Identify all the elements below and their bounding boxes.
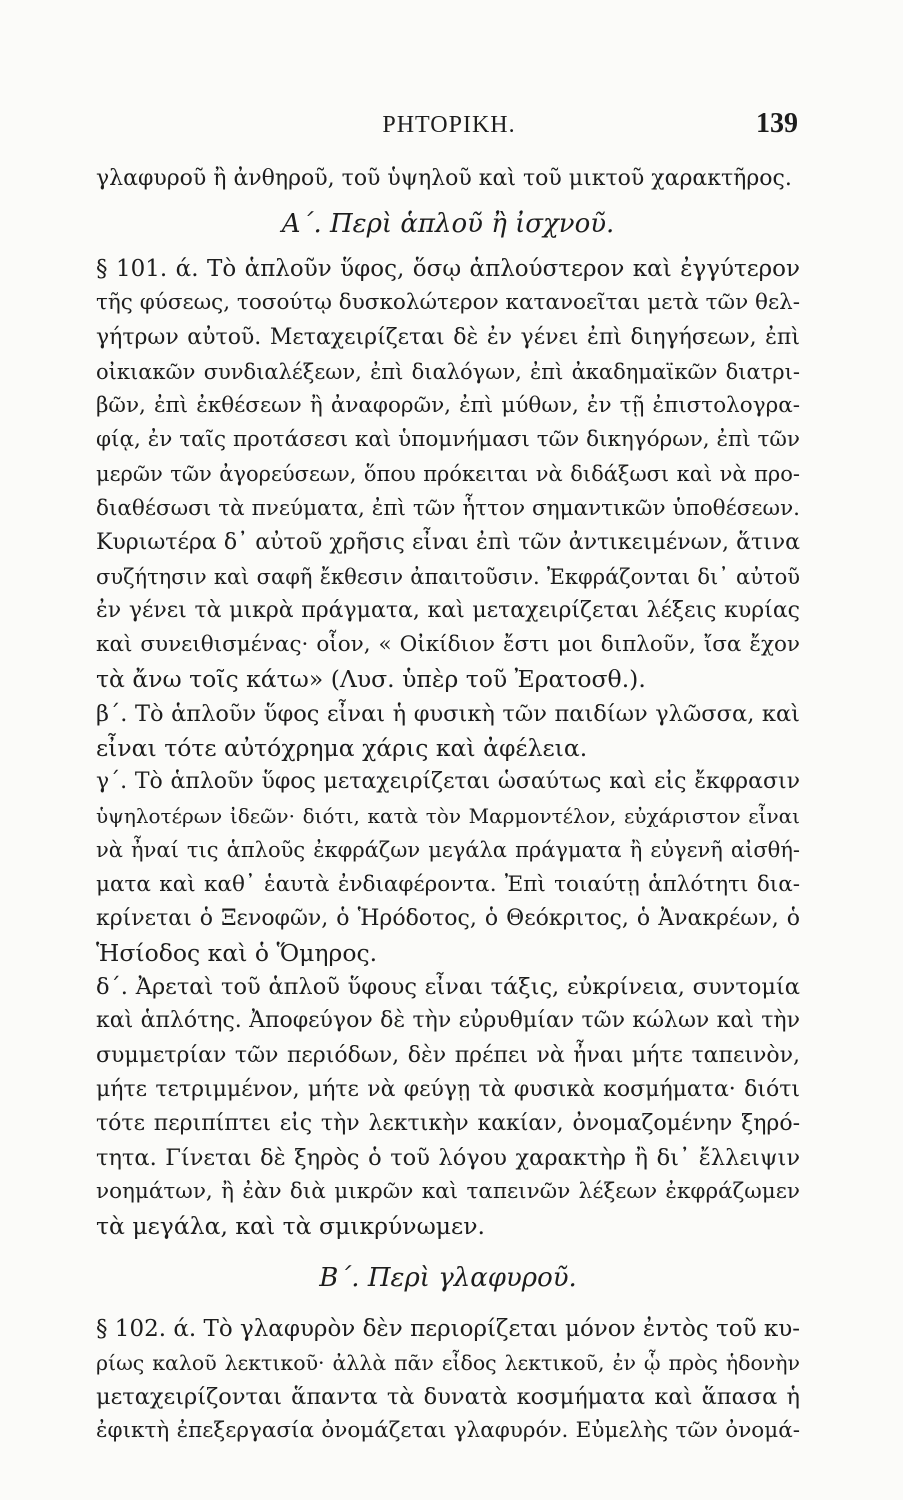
- text-line: μερῶν τῶν ἀγορεύσεων, ὅπου πρόκειται νὰ διδάξωσι καὶ νὰ προ-: [96, 462, 800, 487]
- text-line: καὶ ἁπλότης. Ἀποφεύγον δὲ τὴν εὐρυθμίαν τῶν κώλων καὶ τὴν: [96, 1008, 800, 1034]
- text-line: § 101. ά. Τὸ ἁπλοῦν ὕφος, ὅσῳ ἁπλούστερον καὶ ἐγγύτερον: [96, 256, 800, 283]
- text-line: τὰ ἄνω τοῖς κάτω» (Λυσ. ὑπὲρ τοῦ Ἐρατοσθ.).: [96, 665, 646, 694]
- text-block-section-b: [96, 1312, 800, 1449]
- text-line: μεταχειρίζονται ἅπαντα τὰ δυνατὰ κοσμήματα καὶ ἅπασα ἡ: [96, 1384, 800, 1410]
- text-line: φίᾳ, ἐν ταῖς προτάσεσι καὶ ὑπομνήμασι τῶν δικηγόρων, ἐπὶ τῶν: [96, 427, 800, 453]
- text-line: § 102. ά. Τὸ γλαφυρὸν δὲν περιορίζεται μόνον ἐντὸς τοῦ κυ-: [96, 1315, 800, 1342]
- text-line: τότε περιπίπτει εἰς τὴν λεκτικὴν κακίαν, ὀνομαζομένην ξηρό-: [96, 1110, 800, 1136]
- text-line: δ΄. Ἀρεταὶ τοῦ ἁπλοῦ ὕφους εἶναι τάξις, εὐκρίνεια, συντομία: [96, 974, 800, 1001]
- text-line: γήτρων αὐτοῦ. Μεταχειρίζεται δὲ ἐν γένει ἐπὶ διηγήσεων, ἐπὶ: [96, 324, 800, 350]
- text-line: οἰκιακῶν συνδιαλέξεων, ἐπὶ διαλόγων, ἐπὶ ἀκαδημαϊκῶν διατρι-: [96, 359, 800, 384]
- text-line: τῆς φύσεως, τοσούτῳ δυσκολώτερον κατανοεῖται μετὰ τῶν θελ-: [96, 290, 800, 316]
- text-line: ὑψηλοτέρων ἰδεῶν· διότι, κατὰ τὸν Μαρμοντέλον, εὐχάριστον εἶναι: [96, 804, 800, 829]
- page-header: [100, 108, 798, 148]
- text-line: β΄. Τὸ ἁπλοῦν ὕφος εἶναι ἡ φυσικὴ τῶν παιδίων γλῶσσα, καὶ: [96, 700, 800, 727]
- text-line: εἶναι τότε αὐτόχρημα χάρις καὶ ἀφέλεια.: [96, 733, 588, 762]
- text-line: συμμετρίαν τῶν περιόδων, δὲν πρέπει νὰ ἦναι μήτε ταπεινὸν,: [96, 1042, 800, 1068]
- text-line: νοημάτων, ἢ ἐὰν διὰ μικρῶν καὶ ταπεινῶν λέξεων ἐκφράζωμεν: [96, 1179, 800, 1205]
- text-line: τητα. Γίνεται δὲ ξηρὸς ὁ τοῦ λόγου χαρακτὴρ ἢ δι᾽ ἔλλειψιν: [96, 1145, 800, 1172]
- section-heading-a: Α΄. Περὶ ἁπλοῦ ἢ ἰσχνοῦ.: [281, 209, 615, 240]
- text-line: τὰ μεγάλα, καὶ τὰ σμικρύνωμεν.: [96, 1212, 485, 1241]
- text-line: καὶ συνειθισμένας· οἷον, « Οἰκίδιον ἔστι μοι διπλοῦν, ἴσα ἔχον: [96, 632, 800, 658]
- text-line: ρίως καλοῦ λεκτικοῦ· ἀλλὰ πᾶν εἶδος λεκτικοῦ, ἐν ᾧ πρὸς ἡδονὴν: [96, 1350, 800, 1375]
- text-line: γλαφυροῦ ἢ ἀνθηροῦ, τοῦ ὑψηλοῦ καὶ τοῦ μικτοῦ χαρακτῆρος.: [96, 166, 792, 191]
- text-line: ματα καὶ καθ᾽ ἑαυτὰ ἐνδιαφέροντα. Ἐπὶ τοιαύτῃ ἁπλότητι δια-: [96, 871, 800, 897]
- text-line: διαθέσωσι τὰ πνεύματα, ἐπὶ τῶν ἧττον σημαντικῶν ὑποθέσεων.: [96, 495, 800, 521]
- text-line: ἐν γένει τὰ μικρὰ πράγματα, καὶ μεταχειρίζεται λέξεις κυρίας: [96, 598, 800, 624]
- text-line: γ΄. Τὸ ἁπλοῦν ὕφος μεταχειρίζεται ὡσαύτως καὶ εἰς ἔκφρασιν: [96, 769, 800, 794]
- text-line: μήτε τετριμμένον, μήτε νὰ φεύγῃ τὰ φυσικὰ κοσμήματα· διότι: [96, 1076, 800, 1102]
- text-block-intro: [96, 162, 800, 196]
- text-line: Ἡσίοδος καὶ ὁ Ὅμηρος.: [96, 938, 378, 967]
- running-title: ΡΗΤΟΡΙΚΗ.: [382, 112, 516, 138]
- text-line: βῶν, ἐπὶ ἐκθέσεων ἢ ἀναφορῶν, ἐπὶ μύθων, ἐν τῇ ἐπιστολογρα-: [96, 392, 800, 418]
- text-line: συζήτησιν καὶ σαφῆ ἔκθεσιν ἀπαιτοῦσιν. Ἐκφράζονται δι᾽ αὐτοῦ: [96, 564, 800, 589]
- text-line: Κυριωτέρα δ᾽ αὐτοῦ χρῆσις εἶναι ἐπὶ τῶν ἀντικειμένων, ἅτινα: [96, 529, 800, 555]
- text-line: νὰ ἦναί τις ἁπλοῦς ἐκφράζων μεγάλα πράγματα ἢ εὐγενῆ αἰσθή-: [96, 838, 800, 863]
- text-line: ἐφικτὴ ἐπεξεργασία ὀνομάζεται γλαφυρόν. Εὐμελὴς τῶν ὀνομά-: [96, 1418, 800, 1444]
- page-body: [96, 162, 800, 1448]
- text-line: κρίνεται ὁ Ξενοφῶν, ὁ Ἡρόδοτος, ὁ Θεόκριτος, ὁ Ἀνακρέων, ὁ: [96, 905, 800, 931]
- section-heading-b: Β΄. Περὶ γλαφυροῦ.: [319, 1262, 577, 1293]
- text-block-section-a: [96, 252, 800, 1243]
- page-number: 139: [756, 108, 798, 139]
